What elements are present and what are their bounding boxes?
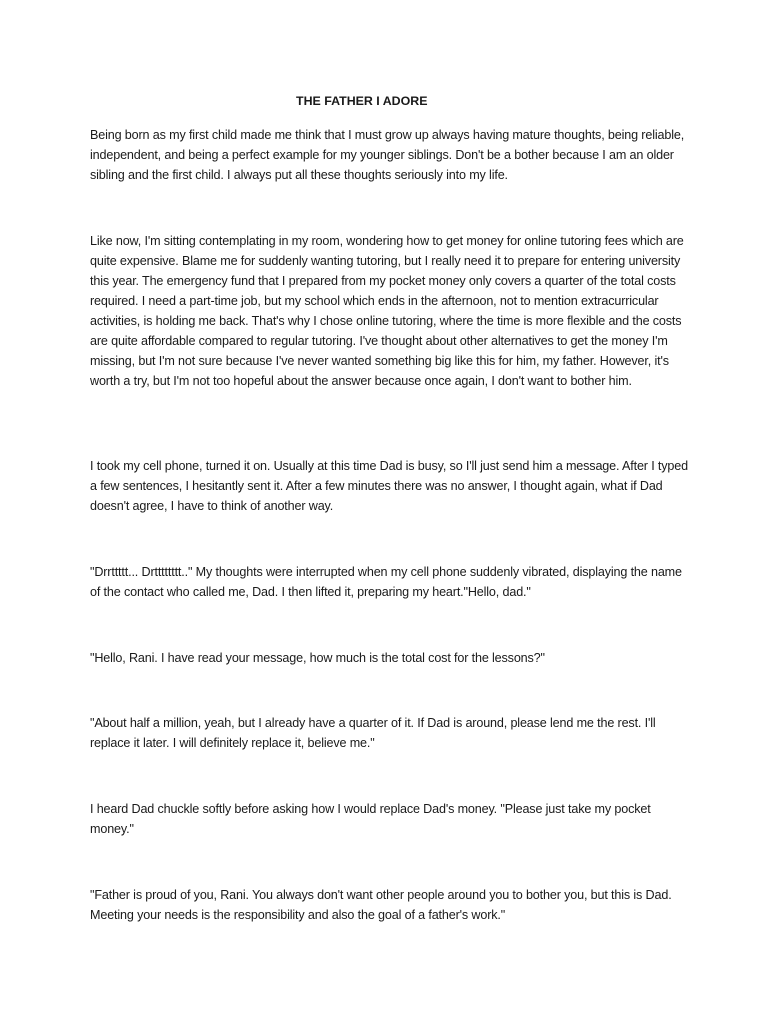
paragraph: "About half a million, yeah, but I already have a quarter of it. If Dad is around, please lend me the rest. I'll replace it later. I will definitely replace it, believe me." — [90, 716, 656, 750]
paragraph: "Father is proud of you, Rani. You always don't want other people around you to bother you, but this is Dad. Meeting your needs is the responsibility and also the goal of a father's work." — [90, 888, 672, 922]
paragraph: Being born as my first child made me think that I must grow up always having mature thoughts, being reliable, independent, and being a perfect example for my younger siblings. Don't be a bother because I am an older sibling and the first child. I always put all these thoughts seriously into my life. — [90, 128, 685, 182]
paragraph: "Drrttttt... Drtttttttt.." My thoughts were interrupted when my cell phone suddenly vibrated, displaying the name of the contact who called me, Dad. I then lifted it, preparing my heart."Hello, dad." — [90, 565, 682, 599]
paragraph: I heard Dad chuckle softly before asking how I would replace Dad's money. "Please just take my pocket money." — [90, 802, 651, 836]
paragraph: I took my cell phone, turned it on. Usually at this time Dad is busy, so I'll just send him a message. After I typed a few sentences, I hesitantly sent it. After a few minutes there was no answer, I thought again, what if Dad doesn't agree, I have to think of another way. — [90, 459, 688, 513]
document-title: THE FATHER I ADORE — [296, 94, 428, 108]
paragraph: "Hello, Rani. I have read your message, how much is the total cost for the lessons?" — [90, 651, 545, 665]
paragraph: Like now, I'm sitting contemplating in my room, wondering how to get money for online tutoring fees which are quite expensive. Blame me for suddenly wanting tutoring, but I really need it to prepare for entering university this year. The emergency fund that I prepared from my pocket money only covers a quarter of the total costs required. I need a part-time job, but my school which ends in the afternoon, not to mention extracurricular activities, is holding me back. That's why I chose online tutoring, where the time is more flexible and the costs are quite affordable compared to regular tutoring. I've thought about other alternatives to get the money I'm missing, but I'm not sure because I've never wanted something big like this for him, my father. However, it's worth a try, but I'm not too hopeful about the answer because once again, I don't want to bother him. — [90, 234, 684, 388]
